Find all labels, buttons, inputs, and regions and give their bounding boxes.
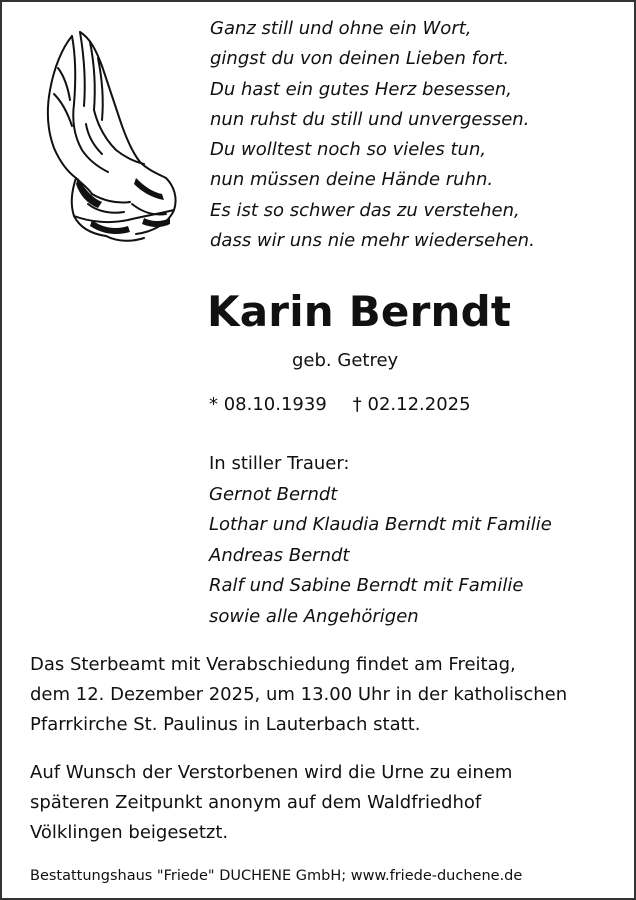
service-announcement <box>30 650 620 740</box>
praying-hands-icon <box>32 28 202 248</box>
urn-line: Völklingen beigesetzt. <box>30 822 229 843</box>
poem-line: gingst du von deinen Lieben fort. <box>210 48 510 70</box>
poem <box>210 14 620 256</box>
mourners-list <box>209 449 552 632</box>
mourner-name: Andreas Berndt <box>209 544 350 566</box>
deceased-name: Karin Berndt <box>207 287 512 336</box>
birth-name: geb. Getrey <box>292 350 399 371</box>
mourner-name: Gernot Berndt <box>209 483 338 505</box>
mourner-name: Ralf und Sabine Berndt mit Familie <box>209 575 524 596</box>
death-date: † 02.12.2025 <box>352 394 471 415</box>
service-line: Pfarrkirche St. Paulinus in Lauterbach statt. <box>30 714 421 735</box>
poem-line: Du wolltest noch so vieles tun, <box>210 139 487 161</box>
life-dates <box>209 393 471 417</box>
service-line: dem 12. Dezember 2025, um 13.00 Uhr in der katholischen <box>30 684 568 705</box>
poem-line: Es ist so schwer das zu verstehen, <box>210 199 520 221</box>
urn-line: späteren Zeitpunkt anonym auf dem Waldfriedhof <box>30 792 482 813</box>
urn-notice <box>30 758 620 848</box>
funeral-home-footer: Bestattungshaus "Friede" DUCHENE GmbH; www.friede-duchene.de <box>30 868 523 884</box>
service-line: Das Sterbeamt mit Verabschiedung findet am Freitag, <box>30 654 516 675</box>
poem-line: Ganz still und ohne ein Wort, <box>210 18 472 39</box>
poem-line: nun ruhst du still und unvergessen. <box>210 108 530 130</box>
poem-line: nun müssen deine Hände ruhn. <box>210 169 494 191</box>
mourner-name: Lothar und Klaudia Berndt mit Familie <box>209 514 552 535</box>
birth-date: * 08.10.1939 <box>209 394 327 415</box>
mourner-name: sowie alle Angehörigen <box>209 605 419 627</box>
poem-line: Du hast ein gutes Herz besessen, <box>210 78 512 100</box>
mourning-intro: In stiller Trauer: <box>209 453 350 474</box>
urn-line: Auf Wunsch der Verstorbenen wird die Urne zu einem <box>30 762 513 783</box>
poem-line: dass wir uns nie mehr wiedersehen. <box>210 230 535 252</box>
